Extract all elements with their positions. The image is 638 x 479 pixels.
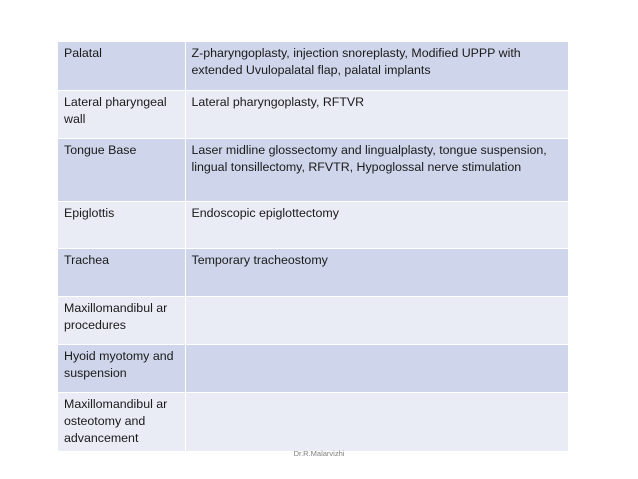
procedures-table (58, 42, 568, 452)
procedure-cell: Lateral pharyngoplasty, RFTVR (185, 90, 568, 138)
region-cell: Hyoid myotomy and suspension (58, 344, 185, 392)
procedure-cell: Endoscopic epiglottectomy (185, 201, 568, 248)
region-cell: Trachea (58, 248, 185, 296)
procedure-cell: Z-pharyngoplasty, injection snoreplasty, Modified UPPP with extended Uvulopalatal flap, palatal implants (185, 42, 568, 90)
procedure-cell (185, 296, 568, 344)
table-row-maxillomandibular-procedures (58, 296, 568, 344)
footer-credit: Dr.R.Malarvizhi (293, 449, 345, 458)
region-cell: Maxillomandibul ar osteotomy and advancement (58, 392, 185, 451)
region-cell: Epiglottis (58, 201, 185, 248)
procedure-cell: Laser midline glossectomy and lingualplasty, tongue suspension, lingual tonsillectomy, RFVTR, Hypoglossal nerve stimulation (185, 138, 568, 201)
table-row-lateral-pharyngeal-wall (58, 90, 568, 138)
region-cell: Lateral pharyngeal wall (58, 90, 185, 138)
table-row-tongue-base (58, 138, 568, 201)
region-cell: Tongue Base (58, 138, 185, 201)
table-row-palatal (58, 42, 568, 90)
region-cell: Palatal (58, 42, 185, 90)
table-row-trachea (58, 248, 568, 296)
table-row-hyoid-myotomy (58, 344, 568, 392)
region-cell: Maxillomandibul ar procedures (58, 296, 185, 344)
procedure-cell (185, 344, 568, 392)
procedure-cell (185, 392, 568, 451)
procedure-cell: Temporary tracheostomy (185, 248, 568, 296)
table-row-maxillomandibular-osteotomy (58, 392, 568, 451)
table-row-epiglottis (58, 201, 568, 248)
